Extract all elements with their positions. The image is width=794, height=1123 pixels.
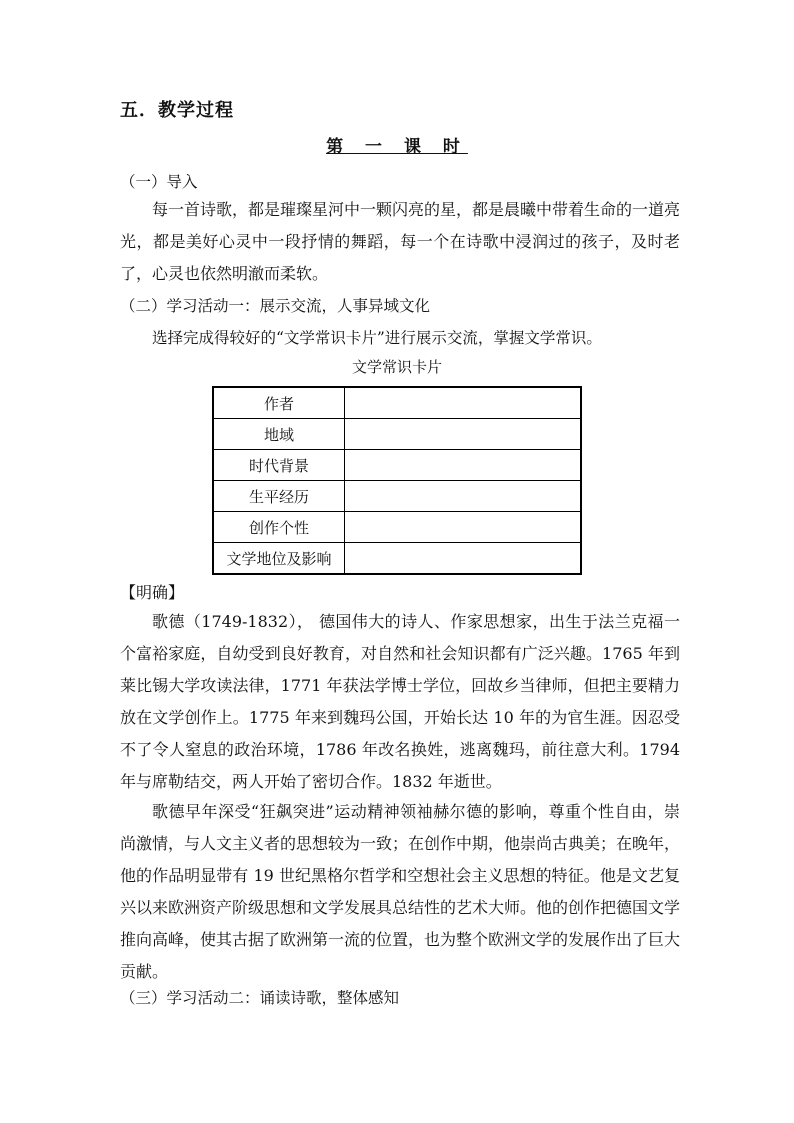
intro-paragraph: 每一首诗歌，都是璀璨星河中一颗闪亮的星，都是晨曦中带着生命的一道亮光，都是美好心灵中一段抒情的舞蹈，每一个在诗歌中浸润过的孩子，及时老了，心灵也依然明澈而柔软。 (120, 200, 681, 283)
card-row-value (345, 450, 582, 481)
card-row-label: 时代背景 (213, 450, 345, 481)
table-row (213, 543, 581, 575)
literature-card-table (212, 386, 582, 575)
table-row (213, 481, 581, 512)
bio-paragraph-1: 歌德（1749-1832）， 德国伟大的诗人、作家思想家，出生于法兰克福一个富裕家庭，自幼受到良好教育，对自然和社会知识都有广泛兴趣。1765 年到莱比锡大学攻读法律，1771 年获法学博士学位，回故乡当律师，但把主要精力放在文学创作上。1775 年来到魏玛公国，开始长达 10 年的为官生涯。因忍受不了令人窒息的政治环境，1786 年改名换姓，逃离魏玛，前往意大利。1794 年与席勒结交，两人开始了密切合作。1832 年逝世。 (120, 612, 680, 791)
part2-title: （二）学习活动一：展示交流，人事异域文化 (120, 297, 431, 315)
card-row-value (345, 387, 582, 419)
card-row-label: 生平经历 (213, 481, 345, 512)
card-caption: 文学常识卡片 (351, 358, 442, 376)
table-row (213, 450, 581, 481)
card-row-label: 创作个性 (213, 512, 345, 543)
part1-title: （一）导入 (120, 173, 198, 191)
lesson-title: 第 一 课 时 (326, 137, 468, 157)
section-heading: 五．教学过程 (120, 100, 234, 121)
card-row-value (345, 481, 582, 512)
bio-paragraph-2: 歌德早年深受“狂飙突进”运动精神领袖赫尔德的影响，尊重个性自由，崇尚激情，与人文主义者的思想较为一致；在创作中期，他崇尚古典美；在晚年，他的作品明显带有 19 世纪黑格尔哲学和空想社会主义思想的特征。他是文艺复兴以来欧洲资产阶级思想和文学发展具总结性的艺术大师。他的创作把德国文学推向高峰，使其古据了欧洲第一流的位置，也为整个欧洲文学的发展作出了巨大贡献。 (120, 802, 681, 981)
card-row-label: 文学地位及影响 (213, 543, 345, 575)
table-row (213, 419, 581, 450)
card-row-label: 地域 (213, 419, 345, 450)
table-row (213, 512, 581, 543)
card-row-value (345, 512, 582, 543)
card-row-value (345, 419, 582, 450)
clarify-label: 【明确】 (120, 583, 185, 602)
part2-instruction: 选择完成得较好的“文学常识卡片”进行展示交流，掌握文学常识。 (152, 329, 602, 347)
card-row-value (345, 543, 582, 575)
part3-title: （三）学习活动二：诵读诗歌，整体感知 (120, 989, 400, 1007)
table-row (213, 387, 581, 419)
card-row-label: 作者 (213, 387, 345, 419)
